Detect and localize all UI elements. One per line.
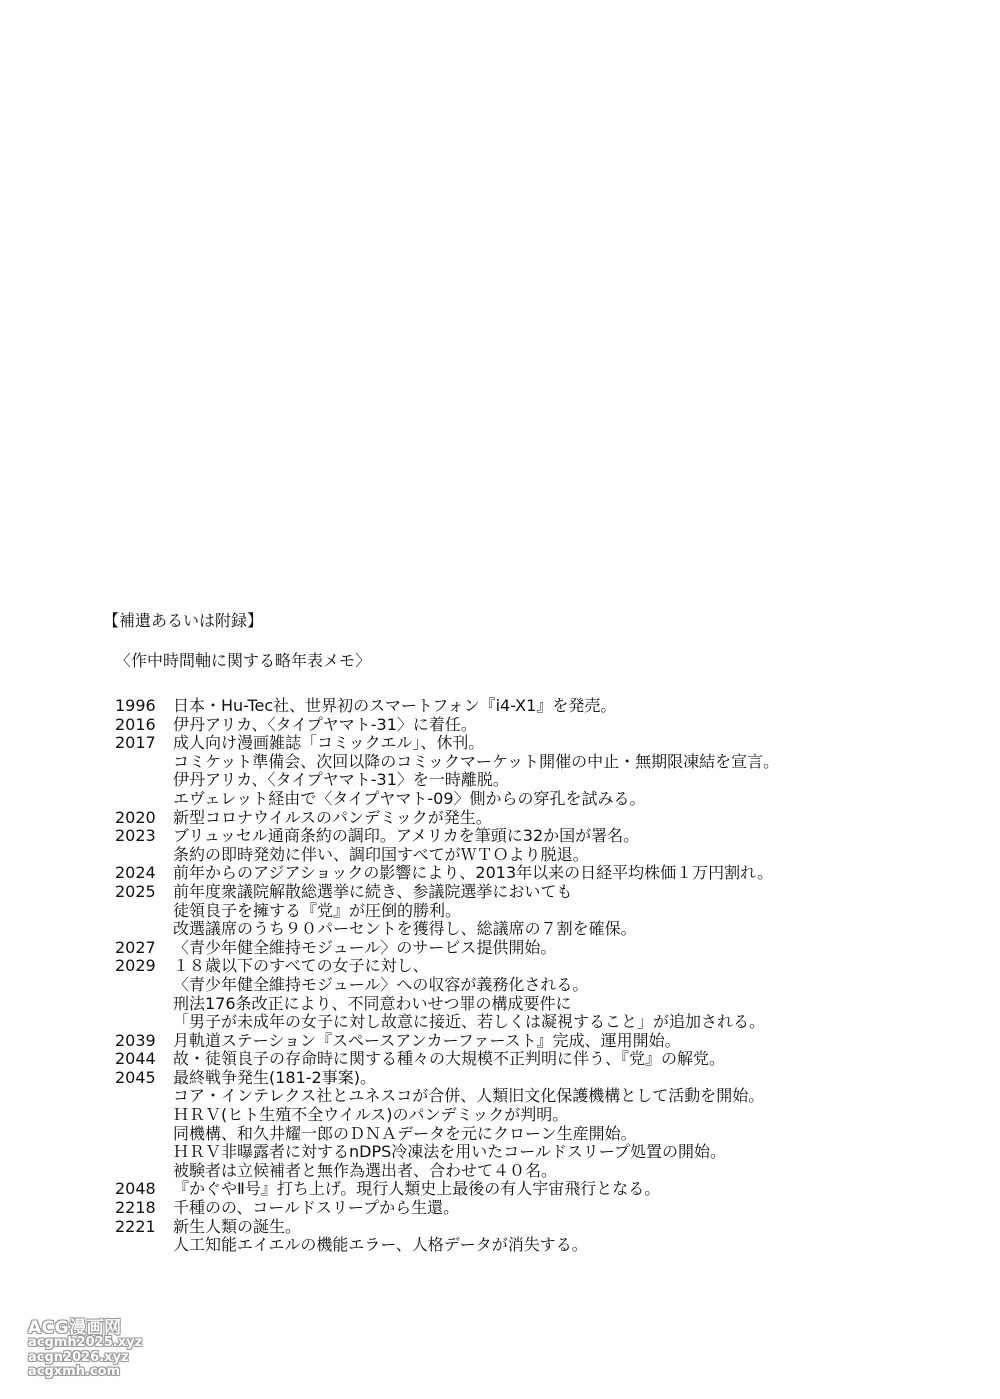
timeline-year: 2023 — [115, 826, 156, 846]
timeline-year: 2044 — [115, 1049, 156, 1069]
timeline-event-lines — [173, 734, 975, 808]
timeline-event-text: 刑法176条改正により、不同意わいせつ罪の構成要件に — [173, 993, 572, 1013]
watermark-url: acgxmh.com — [28, 1364, 121, 1379]
timeline-event-text: 成人向け漫画雑誌「コミックエル」、休刊。 — [173, 733, 485, 753]
timeline-event-text: １８歳以下のすべての女子に対し、 — [173, 956, 429, 976]
timeline-event-lines — [173, 864, 975, 883]
timeline-entry — [115, 697, 975, 716]
appendix-heading: 【補遺あるいは附録】 — [103, 611, 264, 630]
timeline-year: 2020 — [115, 807, 156, 827]
timeline-event-text: 改選議席のうち９０パーセントを獲得し、総議席の７割を確保。 — [173, 919, 637, 939]
timeline-entry — [115, 1218, 975, 1255]
timeline-entry — [115, 1180, 975, 1199]
timeline-event-text: 前年からのアジアショックの影響により、2013年以来の日経平均株価１万円割れ。 — [173, 863, 774, 883]
timeline-event-text: 故・徒領良子の存命時に関する種々の大規模不正判明に伴う、『党』の解党。 — [173, 1049, 726, 1069]
timeline-event-text: 伊丹アリカ、〈タイプヤマト-31〉を一時離脱。 — [173, 770, 509, 790]
timeline-event-lines — [173, 809, 975, 828]
timeline-event-text: 条約の即時発効に伴い、調印国すべてがＷＴＯより脱退。 — [173, 844, 589, 864]
watermark — [28, 1320, 148, 1380]
timeline-entry — [115, 939, 975, 958]
timeline-entry — [115, 883, 975, 939]
timeline-event-text: 新型コロナウイルスのパンデミックが発生。 — [173, 807, 492, 827]
timeline-event-text: 人工知能エイエルの機能エラー、人格データが消失する。 — [173, 1235, 588, 1255]
timeline-event-text: 徒領良子を擁する『党』が圧倒的勝利。 — [173, 900, 462, 920]
timeline-entry — [115, 1199, 975, 1218]
timeline-entry — [115, 827, 975, 864]
timeline-entry — [115, 716, 975, 735]
timeline-event-lines — [173, 957, 975, 1031]
timeline-event-text: 前年度衆議院解散総選挙に続き、参議院選挙においても — [173, 881, 573, 901]
timeline-event-lines — [173, 939, 975, 958]
timeline-entry — [115, 864, 975, 883]
timeline-entry — [115, 1032, 975, 1051]
timeline-event-text: コア・インテレクス社とユネスコが合併、人類旧文化保護機構として活動を開始。 — [173, 1086, 765, 1106]
timeline-event-lines — [173, 1050, 975, 1069]
timeline-year: 2025 — [115, 881, 156, 901]
timeline-event-lines — [173, 1069, 975, 1181]
timeline-event-text: ＨＲＶ(ヒト生殖不全ウイルス)のパンデミックが判明。 — [173, 1105, 569, 1125]
timeline-event-text: 最終戦争発生(181-2事案)。 — [173, 1067, 376, 1087]
watermark-url: acgmh2025.xyz — [28, 1335, 143, 1350]
timeline-event-text: ＨＲＶ非曝露者に対するnDPS冷凍法を用いたコールドスリープ処置の開始。 — [173, 1142, 726, 1162]
timeline-year: 2029 — [115, 956, 156, 976]
timeline-entry — [115, 809, 975, 828]
timeline-year: 2048 — [115, 1179, 156, 1199]
timeline-year: 2218 — [115, 1198, 156, 1218]
watermark-url: acgn2026.xyz — [28, 1349, 129, 1365]
timeline-year: 2045 — [115, 1067, 156, 1087]
timeline-event-text: 新生人類の誕生。 — [173, 1216, 302, 1236]
timeline-event-lines — [173, 1218, 975, 1255]
timeline-event-text: ブリュッセル通商条約の調印。アメリカを筆頭に32か国が署名。 — [173, 826, 640, 846]
timeline-event-lines — [173, 827, 975, 864]
timeline-event-text: 『かぐやⅡ号』打ち上げ。現行人類史上最後の有人宇宙飛行となる。 — [173, 1179, 661, 1199]
timeline-event-text: 伊丹アリカ、〈タイプヤマト-31〉に着任。 — [173, 714, 477, 734]
timeline-event-text: 同機構、和久井耀一郎のＤＮＡデータを元にクローン生産開始。 — [173, 1123, 637, 1143]
timeline-event-text: 〈青少年健全維持モジュール〉のサービス提供開始。 — [173, 937, 557, 957]
timeline-event-text: 〈青少年健全維持モジュール〉への収容が義務化される。 — [173, 974, 589, 994]
timeline-event-text: エヴェレット経由で〈タイプヤマト-09〉側からの穿孔を試みる。 — [173, 788, 646, 808]
timeline-entry — [115, 1050, 975, 1069]
timeline-event-text: 月軌道ステーション『スペースアンカーファースト』完成、運用開始。 — [173, 1030, 681, 1050]
timeline-list — [115, 697, 975, 1255]
timeline-event-text: 「男子が未成年の女子に対し故意に接近、若しくは凝視すること」が追加される。 — [173, 1012, 766, 1032]
timeline-event-lines — [173, 1180, 975, 1199]
timeline-event-lines — [173, 697, 975, 716]
timeline-event-text: コミケット準備会、次回以降のコミックマーケット開催の中止・無期限凍結を宣言。 — [173, 751, 780, 771]
timeline-event-lines — [173, 1199, 975, 1218]
timeline-entry — [115, 957, 975, 1031]
timeline-year: 2221 — [115, 1216, 156, 1236]
timeline-event-text: 被験者は立候補者と無作為選出者、合わせて４０名。 — [173, 1160, 558, 1180]
timeline-year: 2024 — [115, 863, 156, 883]
timeline-year: 2017 — [115, 733, 156, 753]
timeline-event-text: 千種のの、コールドスリープから生還。 — [173, 1198, 460, 1218]
watermark-brand: ACG漫画网 — [28, 1318, 122, 1338]
timeline-entry — [115, 734, 975, 808]
timeline-event-lines — [173, 1032, 975, 1051]
timeline-subheading: 〈作中時間軸に関する略年表メモ〉 — [115, 651, 372, 670]
timeline-year: 2016 — [115, 714, 156, 734]
timeline-year: 2039 — [115, 1030, 156, 1050]
timeline-event-lines — [173, 716, 975, 735]
timeline-year: 1996 — [115, 696, 156, 715]
timeline-entry — [115, 1069, 975, 1181]
timeline-event-text: 日本・Hu-Tec社、世界初のスマートフォン『i4-X1』を発売。 — [173, 696, 617, 715]
timeline-year: 2027 — [115, 937, 156, 957]
timeline-event-lines — [173, 883, 975, 939]
